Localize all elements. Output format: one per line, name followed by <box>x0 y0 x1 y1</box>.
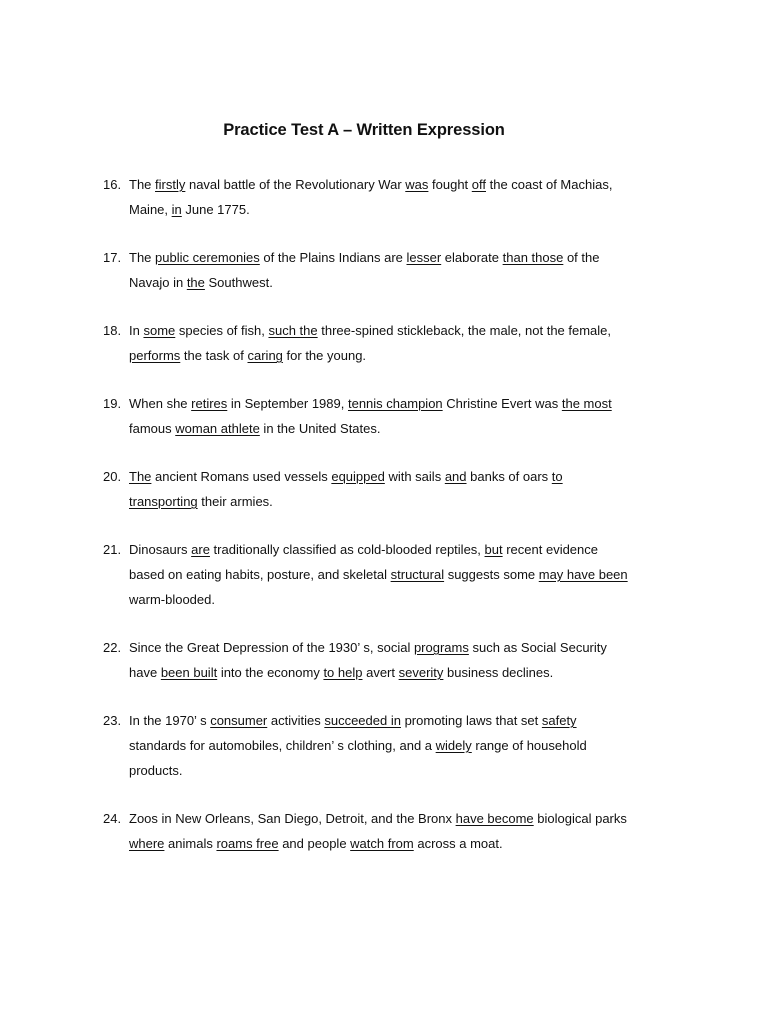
question-text: famous <box>129 421 176 436</box>
question-number: 21. <box>103 542 122 557</box>
question-text: Dinosaurs <box>129 542 192 557</box>
question-text: In <box>129 323 144 338</box>
question-number: 22. <box>103 640 122 655</box>
underlined-choice: where <box>129 836 165 851</box>
question-number: 24. <box>103 811 122 826</box>
underlined-choice: and <box>444 469 467 484</box>
underlined-choice: watch from <box>350 836 414 851</box>
question-text: promoting laws that set <box>400 713 542 728</box>
question-line <box>0 758 768 783</box>
question-item <box>0 708 768 783</box>
question-line <box>0 416 768 441</box>
underlined-choice: been built <box>160 665 218 680</box>
question-line <box>0 489 768 514</box>
underlined-choice: are <box>191 542 210 557</box>
question-text: Since the Great Depression of the 1930’ s, social <box>129 640 414 655</box>
question-line <box>0 197 768 222</box>
question-text: standards for automobiles, children’ s clothing, and a <box>129 738 436 753</box>
question-number: 18. <box>103 323 122 338</box>
underlined-choice: the <box>186 275 205 290</box>
question-text: species of fish, <box>175 323 269 338</box>
question-text: biological parks <box>533 811 627 826</box>
question-text: range of household <box>471 738 587 753</box>
underlined-choice: safety <box>541 713 577 728</box>
question-text: with sails <box>384 469 445 484</box>
underlined-choice: such the <box>268 323 318 338</box>
underlined-choice: caring <box>247 348 283 363</box>
underlined-choice: but <box>484 542 503 557</box>
question-number: 17. <box>103 250 122 265</box>
underlined-choice: programs <box>413 640 469 655</box>
question-text: fought <box>428 177 472 192</box>
question-item <box>0 391 768 441</box>
question-text: banks of oars <box>466 469 552 484</box>
underlined-choice: off <box>471 177 486 192</box>
question-text: Zoos in New Orleans, San Diego, Detroit, and the Bronx <box>129 811 456 826</box>
underlined-choice: firstly <box>155 177 186 192</box>
question-text: have <box>129 665 161 680</box>
question-text: Maine, <box>129 202 172 217</box>
question-text: avert <box>362 665 399 680</box>
question-line <box>0 343 768 368</box>
underlined-choice: than those <box>502 250 564 265</box>
question-number: 20. <box>103 469 122 484</box>
question-item <box>0 245 768 295</box>
question-text: in the United States. <box>259 421 381 436</box>
question-text: into the economy <box>217 665 324 680</box>
underlined-choice: was <box>405 177 429 192</box>
question-text: recent evidence <box>502 542 599 557</box>
question-text: animals <box>164 836 217 851</box>
underlined-choice: lesser <box>406 250 442 265</box>
question-text: products. <box>129 763 183 778</box>
underlined-choice: public ceremonies <box>155 250 260 265</box>
question-item <box>0 635 768 685</box>
question-text: Southwest. <box>204 275 273 290</box>
underlined-choice: equipped <box>331 469 385 484</box>
question-line <box>0 587 768 612</box>
underlined-choice: to <box>551 469 563 484</box>
underlined-choice: severity <box>398 665 444 680</box>
underlined-choice: the most <box>561 396 612 411</box>
question-text: suggests some <box>444 567 539 582</box>
question-text: and people <box>278 836 351 851</box>
question-text: their armies. <box>197 494 273 509</box>
question-text: the task of <box>180 348 248 363</box>
underlined-choice: in <box>171 202 182 217</box>
question-number: 23. <box>103 713 122 728</box>
question-line <box>0 831 768 856</box>
underlined-choice: The <box>129 469 152 484</box>
question-item <box>0 806 768 856</box>
question-text: business declines. <box>443 665 554 680</box>
question-text: warm-blooded. <box>129 592 215 607</box>
underlined-choice: roams free <box>216 836 279 851</box>
question-line <box>0 270 768 295</box>
underlined-choice: structural <box>390 567 445 582</box>
question-text: traditionally classified as cold-blooded reptiles, <box>209 542 485 557</box>
question-text: In the 1970’ s <box>129 713 211 728</box>
underlined-choice: consumer <box>210 713 268 728</box>
question-item <box>0 318 768 368</box>
question-text: such as Social Security <box>468 640 607 655</box>
question-item <box>0 172 768 222</box>
question-text: elaborate <box>441 250 503 265</box>
question-item <box>0 464 768 514</box>
question-text: based on eating habits, posture, and skeletal <box>129 567 391 582</box>
underlined-choice: to help <box>323 665 363 680</box>
question-text: of the <box>563 250 600 265</box>
question-text: Christine Evert was <box>442 396 562 411</box>
question-text: Navajo in <box>129 275 187 290</box>
question-line <box>0 562 768 587</box>
underlined-choice: succeeded in <box>324 713 401 728</box>
question-text: When she <box>129 396 192 411</box>
question-text: for the young. <box>282 348 367 363</box>
underlined-choice: some <box>143 323 176 338</box>
question-text: of the Plains Indians are <box>259 250 407 265</box>
underlined-choice: widely <box>435 738 472 753</box>
question-text: ancient Romans used vessels <box>151 469 332 484</box>
underlined-choice: tennis champion <box>347 396 443 411</box>
question-text: three-spined stickleback, the male, not the female, <box>317 323 612 338</box>
question-list <box>0 172 768 879</box>
question-text: activities <box>267 713 325 728</box>
question-text: in September 1989, <box>227 396 348 411</box>
question-line <box>0 660 768 685</box>
question-text: The <box>129 250 156 265</box>
question-text: naval battle of the Revolutionary War <box>185 177 406 192</box>
question-text: The <box>129 177 156 192</box>
question-text: the coast of Machias, <box>486 177 613 192</box>
underlined-choice: transporting <box>129 494 198 509</box>
underlined-choice: have become <box>455 811 534 826</box>
question-number: 19. <box>103 396 122 411</box>
underlined-choice: may have been <box>538 567 628 582</box>
underlined-choice: woman athlete <box>175 421 260 436</box>
question-text: June 1775. <box>181 202 250 217</box>
underlined-choice: retires <box>191 396 228 411</box>
underlined-choice: performs <box>129 348 181 363</box>
page-title: Practice Test A – Written Expression <box>223 121 505 139</box>
question-line <box>0 733 768 758</box>
question-text: across a moat. <box>413 836 503 851</box>
question-number: 16. <box>103 177 122 192</box>
question-item <box>0 537 768 612</box>
